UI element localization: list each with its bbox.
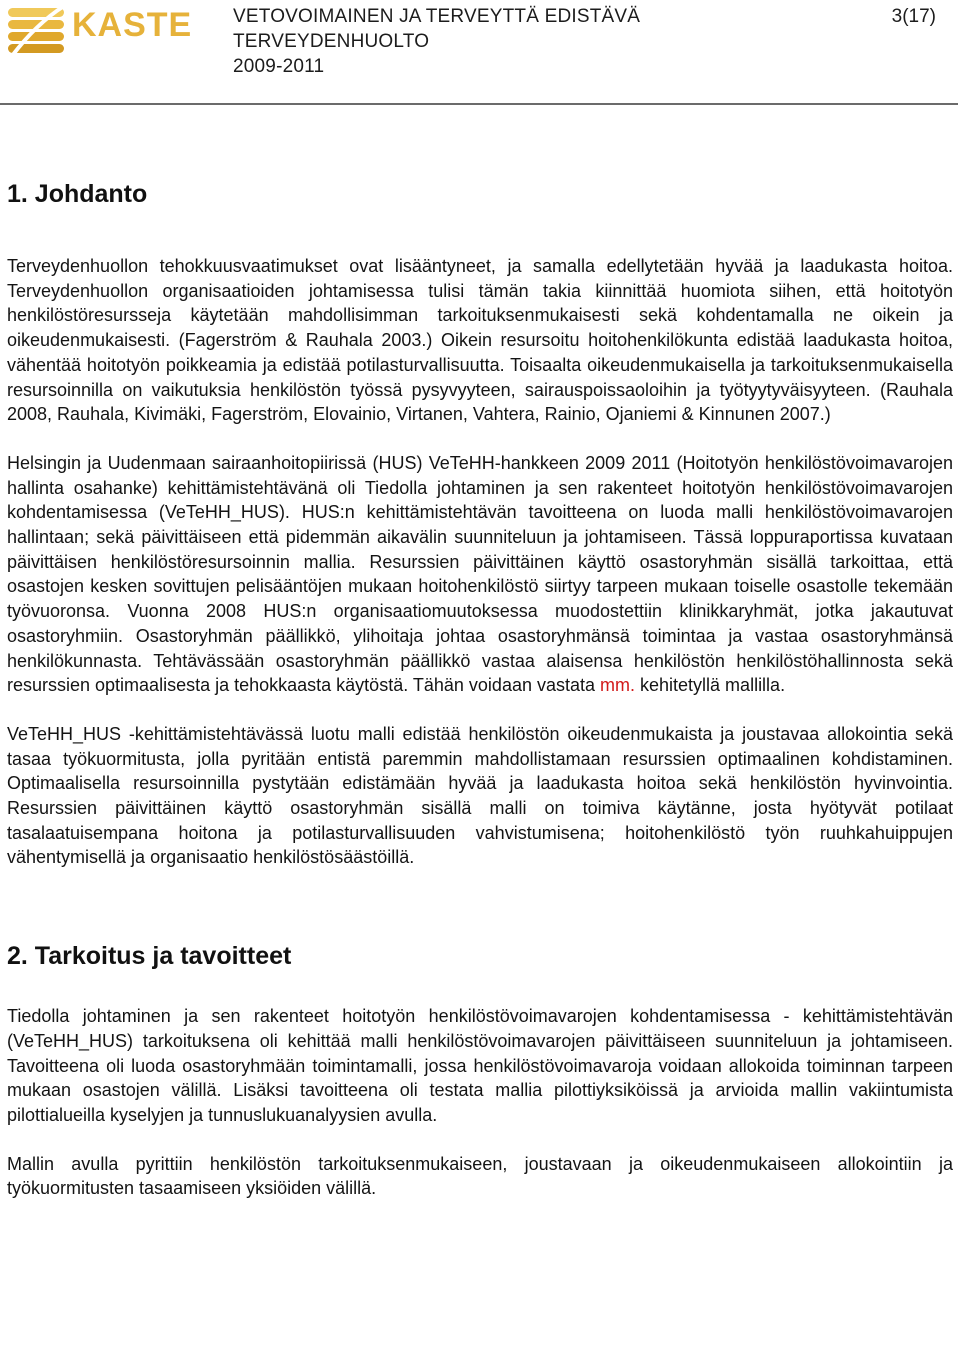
logo-text: KASTE bbox=[72, 6, 193, 44]
section-1-heading: 1. Johdanto bbox=[7, 180, 148, 208]
section-1-paragraph-1: Terveydenhuollon tehokkuusvaatimukset ovat lisääntyneet, ja samalla edellytetään hyvää ja laadukasta hoitoa. Terveydenhuollon organisaatioiden johtamisessa tulisi tämän takia kiinnittää huomiota siihen, että hoitotyön henkilöstöresursseja käytetään mahdollisimman tarkoituksenmukaisesti sekä kohdentamalla ne oikein ja oikeudenmukaisesti. (Fagerström & Rauhala 2003.) Oikein resursoitu hoitohenkilökunta edistää laadukasta hoitoa, vähentää hoitotyön poikkeamia ja edistää potilasturvallisuutta. Toisaalta oikeudenmukaisella ja tarkoituksenmukaisella resursoinnilla on vaikutuksia henkilöstön työssä pysyvyyteen, sairauspoissaoloihin ja työtyytyväisyyteen. (Rauhala 2008, Rauhala, Kivimäki, Fagerström, Elovainio, Virtanen, Vahtera, Rainio, Ojaniemi & Kinnunen 2007.) bbox=[7, 256, 953, 425]
kaste-logo bbox=[6, 4, 206, 60]
header-divider bbox=[0, 103, 958, 105]
page-content bbox=[7, 176, 953, 1201]
page-number: 3(17) bbox=[891, 6, 936, 27]
paragraph-2-ending: kehitetyllä mallilla. bbox=[635, 675, 786, 696]
title-line-2: TERVEYDENHUOLTO bbox=[233, 31, 430, 52]
page-header bbox=[0, 0, 960, 110]
document-title bbox=[233, 4, 640, 79]
paragraph-2-text: Helsingin ja Uudenmaan sairaanhoitopiirissä (HUS) VeTeHH-hankkeen 2009 2011 (Hoitotyön henkilöstövoimavarojen hallinta osahanke) kehittämistehtävänä oli Tiedolla johtaminen ja sen rakenteet hoitotyön henkilöstövoimavarojen kohdentamisessa (VeTeHH_HUS). HUS:n kehittämistehtävän tavoitteena on luoda malli henkilöstövoimavarojen hallintaan; sekä päivittäiseen että pidemmän aikavälin suunniteluun ja johtamiseen. Tässä loppuraportissa kuvataan päivittäisen henkilöstöresursoinnin mallia. Resurssien päivittäinen käyttö osastoryhmän sisällä tarkoittaa, että osastojen kesken sovittujen pelisääntöjen mukaan hoitohenkilöstö siirtyy tarpeen mukaan toiselle osastolle tekemään työvuoronsa. Vuonna 2008 HUS:n organisaatiomuutoksessa muodostettiin klinikkaryhmät, jotka jakautuvat osastoryhmiin. Osastoryhmän päällikkö, ylihoitaja johtaa osastoryhmänsä toimintaa ja vastaa osastoryhmänsä henkilökunnasta. Tehtävässään osastoryhmän päällikkö vastaa alaisensa henkilöstön henkilöstöhallinnosta sekä resurssien optimaalisesta ja tehokkaasta käytöstä. Tähän voidaan vastata bbox=[7, 452, 953, 696]
title-line-3: 2009-2011 bbox=[233, 56, 325, 77]
section-1-paragraph-3: VeTeHH_HUS -kehittämistehtävässä luotu malli edistää henkilöstön oikeudenmukaista ja joustavaa allokointia sekä tasaa työkuormitusta, jolla pyritään entistä paremmin mahdollistamaan resurssien optimaalinen kohdistaminen. Optimaalisella resursoinnilla pystytään edistämään hyvää ja laadukasta hoitoa sekä henkilöstön hyvinvointia. Resurssien päivittäinen käyttö osastoryhmän sisällä malli on toimiva käytänne, josta hyötyvät potilaat tasalaatuisempana hoitona ja potilasturvallisuuden vahvistumisena; hoitohenkilöstö työn ruuhkahuippujen vähentymisellä ja organisaatio henkilöstösäästöillä. bbox=[7, 723, 953, 868]
section-1-paragraph-2 bbox=[7, 451, 953, 698]
section-2-paragraph-2: Mallin avulla pyrittiin henkilöstön tarkoituksenmukaiseen, joustavaan ja oikeudenmukaiseen allokointiin ja työkuormitusten tasaamiseen yksiöiden välillä. bbox=[7, 1153, 953, 1199]
highlighted-abbreviation: mm. bbox=[600, 675, 636, 696]
title-line-1: VETOVOIMAINEN JA TERVEYTTÄ EDISTÄVÄ bbox=[233, 6, 641, 27]
section-2-paragraph-1: Tiedolla johtaminen ja sen rakenteet hoitotyön henkilöstövoimavarojen kohdentamisessa - kehittämistehtävän (VeTeHH_HUS) tarkoituksena oli kehittää malli henkilöstövoimavarojen päivittäiseen suunniteluun ja johtamiseen. Tavoitteena oli luoda osastoryhmään toimintamalli, jossa henkilöstövoimavaroja voidaan allokoida toiminnan tarpeen mukaan osastojen välillä. Lisäksi tavoitteena oli testata mallia pilottiyksiköissä ja arvioida mallin vakiintumista pilottialueilla kyselyjen ja tunnuslukuanalyysien avulla. bbox=[7, 1006, 953, 1125]
section-2-heading: 2. Tarkoitus ja tavoitteet bbox=[7, 942, 292, 971]
